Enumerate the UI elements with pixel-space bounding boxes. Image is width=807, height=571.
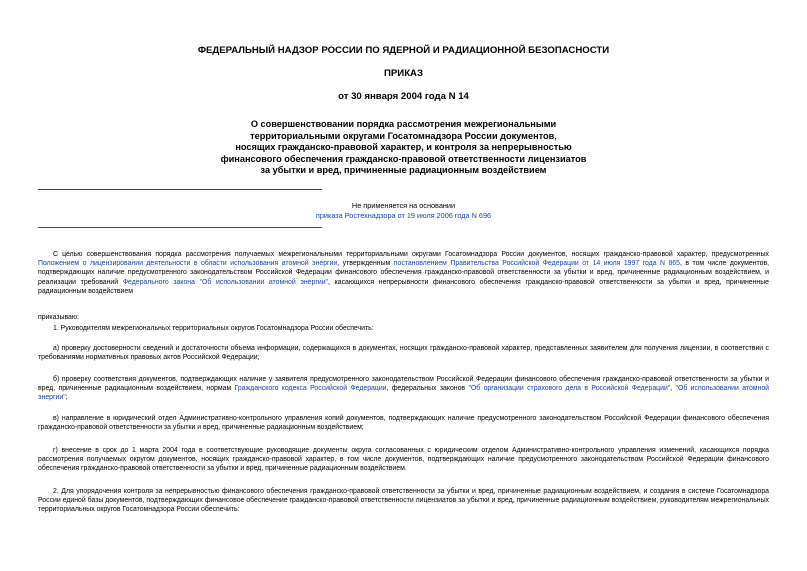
notice-text: Не применяется на основании	[351, 201, 456, 210]
link-licensing-regulation[interactable]: Положением о лицензировании деятельности в области использования атомной энергии	[38, 260, 338, 268]
title-line: носящих гражданско-правовой характер, и контроля за непрерывностью	[235, 142, 572, 153]
document-date-number: от 30 января 2004 года N 14	[338, 91, 469, 102]
item-b-text: , федеральных законов	[386, 385, 469, 393]
agency-name: ФЕДЕРАЛЬНЫЙ НАДЗОР РОССИИ ПО ЯДЕРНОЙ И РАДИАЦИОННОЙ БЕЗОПАСНОСТИ	[197, 45, 610, 56]
document-title	[0, 119, 807, 177]
intro-text: , касающихся непрерывности финансового обеспечения гражданско-правовой ответственности за убытки и вред, причиненные радиационным воздействием	[38, 278, 769, 295]
intro-text: С целью совершенствования порядка рассмотрения получаемых межрегиональными территориальными округами Госатомнадзора России документов, носящих гражданско-правовой характер, предусмотренных	[53, 251, 769, 258]
document-type: ПРИКАЗ	[384, 68, 423, 79]
title-line: за убытки и вред, причиненные радиационным воздействием	[260, 165, 547, 176]
status-notice	[0, 201, 807, 221]
link-insurance-law[interactable]: "Об организации страхового дела в Российской Федерации"	[468, 385, 671, 393]
link-federal-law[interactable]: Федерального закона "Об использовании атомной энергии"	[122, 278, 329, 286]
item-g	[38, 446, 769, 474]
notice-link[interactable]: приказа Ростехнадзора от 19 июля 2006 года N 696	[315, 211, 492, 220]
title-line: О совершенствовании порядка рассмотрения межрегиональными	[250, 119, 557, 129]
item-v	[38, 414, 769, 432]
item-b-text: ;	[65, 394, 68, 402]
item-v-text: в) направление в юридический отдел Административно-контрольного управления копий документов, подтверждающих наличие предусмотренного законодательством Российской Федерации финансового обеспечения гражданско-правовой ответственности за убытки и вред, причиненные радиационным воздействием;	[38, 415, 769, 432]
item-a-text: а) проверку достоверности сведений и достаточности объема информации, содержащихся в документах, носящих гражданско-правовой характер, представленных заявителем для получения лицензии, в соответствии с требованиями нормативных правовых актов Российской Федерации;	[38, 345, 769, 362]
intro-text: , утвержденным	[337, 260, 394, 268]
item-g-text: г) внесение в срок до 1 марта 2004 года в соответствующие руководящие документы округа согласованных с юридическим отделом Административно-контрольного управления изменений, касающихся порядка рассмотрения получаемых округом документов, носящих гражданско-правовой характер, в том числе документов, подтверждающих наличие предусмотренного законодательством Российской Федерации финансового обеспечения гражданско-правовой ответственности за убытки и вред, причиненные радиационным воздействием.	[38, 447, 769, 473]
item-1-text: 1. Руководителям межрегиональных территориальных округов Госатомнадзора России обеспечить:	[53, 325, 374, 332]
link-civil-code[interactable]: Гражданского кодекса Российской Федерации	[234, 385, 387, 393]
item-b-text: ,	[670, 385, 676, 393]
divider-top	[38, 189, 322, 190]
link-atomic-energy-law[interactable]: "Об использовании атомной энергии"	[38, 385, 770, 402]
title-line: финансового обеспечения гражданско-правовой ответственности лицензиатов	[220, 153, 587, 164]
link-government-resolution[interactable]: постановлением Правительства Российской Федерации от 14 июля 1997 года N 865	[393, 260, 680, 268]
title-line: территориальными округами Госатомнадзора России документов,	[250, 130, 557, 141]
item-2	[38, 487, 769, 515]
item-b	[38, 375, 769, 403]
item-1	[38, 324, 769, 333]
order-word: приказываю:	[38, 314, 79, 321]
item-2-text: 2. Для упорядочения контроля за непрерывностью финансового обеспечения гражданско-правовой ответственности за убытки и вред, причиненные радиационным воздействием, и создания в системе Госатомнадзора России единой базы документов, подтверждающих финансовое обеспечение гражданско-правовой ответственности лицензиатов за убытки и вред, причиненные радиационным воздействием, руководителям межрегиональных территориальных округов Госатомнадзора России обеспечить:	[38, 488, 769, 514]
divider-bottom	[38, 227, 322, 228]
intro-text: , в том числе документов, подтверждающих наличие предусмотренного законодательством Российской Федерации финансового обеспечения гражданско-правовой ответственности за убытки и вред, причиненные радиационным воздействием, и реализации требований	[38, 260, 770, 286]
intro-paragraph	[38, 250, 769, 296]
item-a	[38, 344, 769, 362]
item-b-text: б) проверку соответствия документов, подтверждающих наличие у заявителя предусмотренного законодательством Российской Федерации финансового обеспечения гражданско-правовой ответственности за убытки и вред, причиненные радиационным воздействием, нормам	[38, 376, 769, 393]
